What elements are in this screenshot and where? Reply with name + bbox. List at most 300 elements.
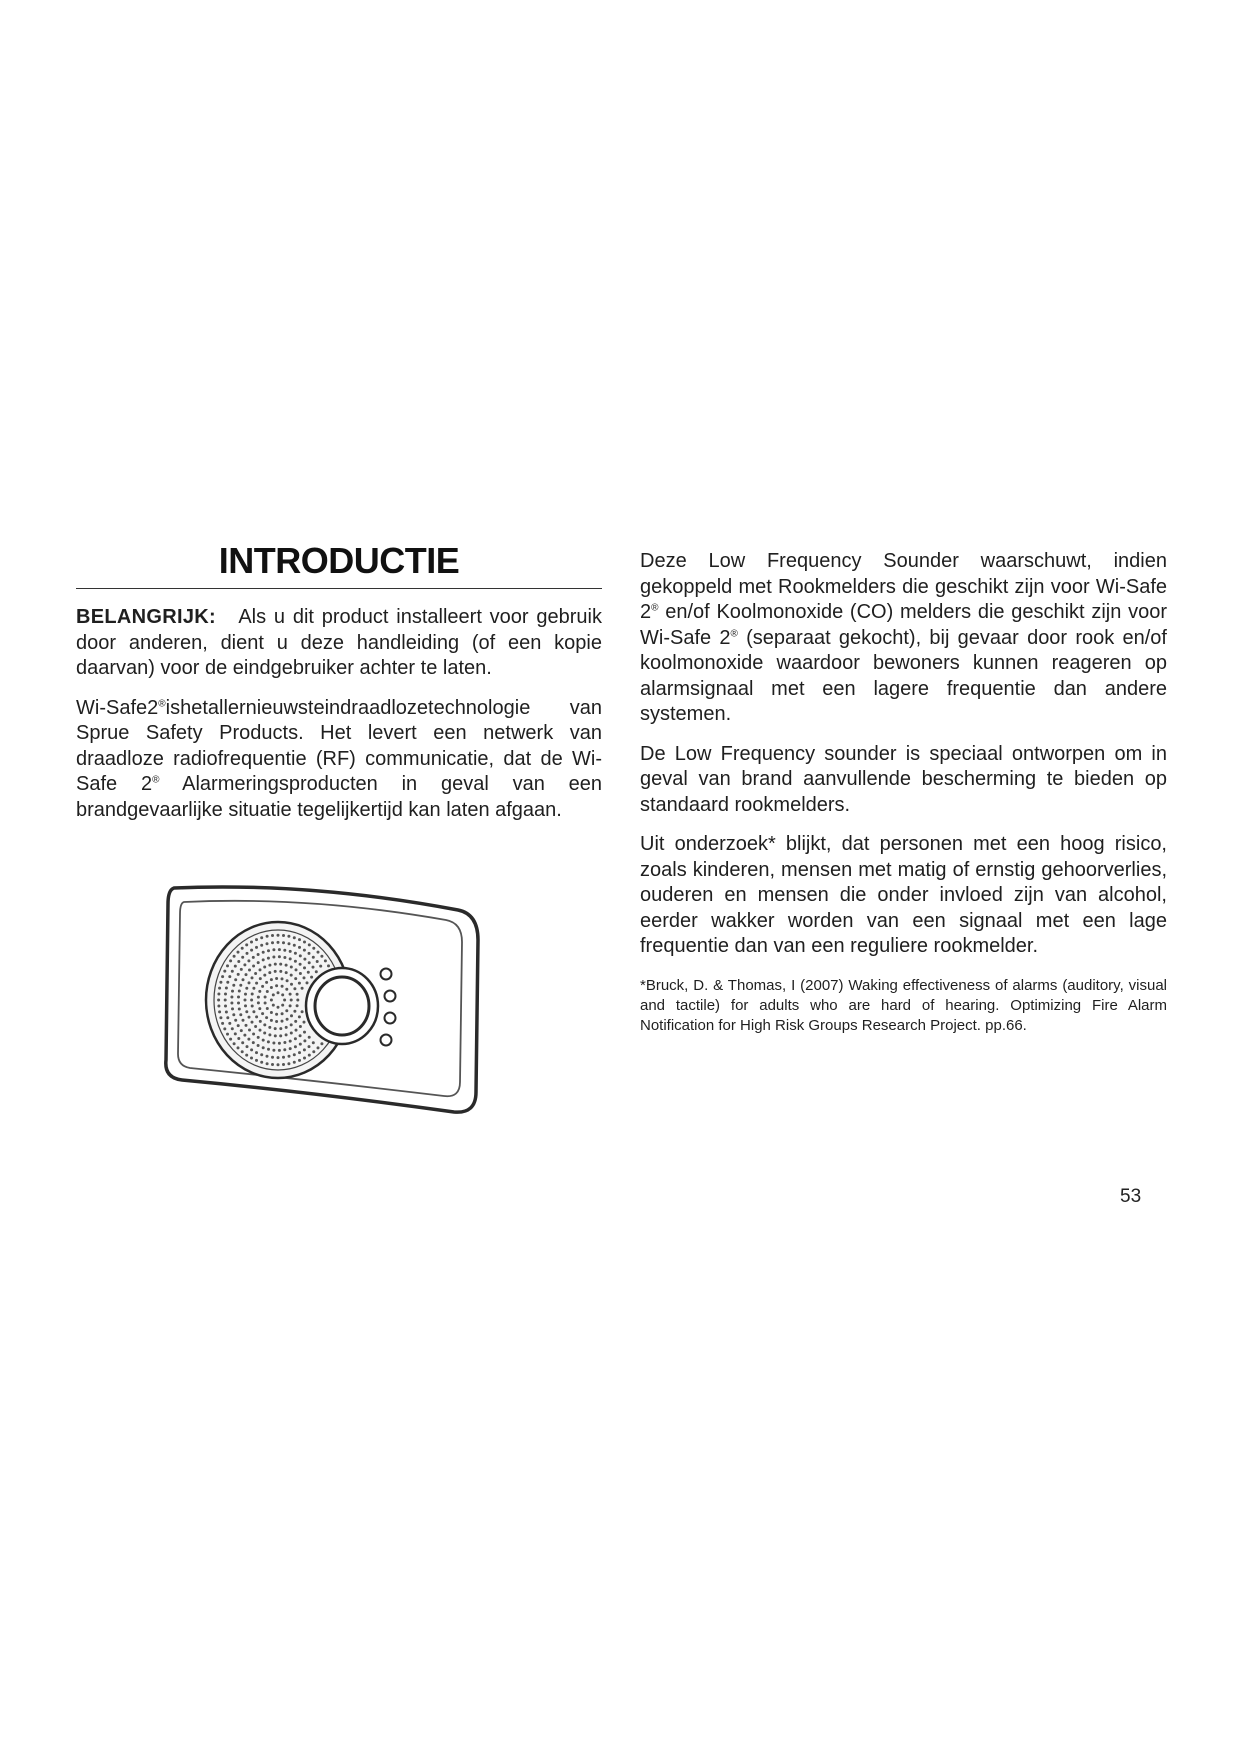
important-label: BELANGRIJK: bbox=[76, 606, 216, 628]
grille-hole bbox=[260, 944, 263, 947]
grille-hole bbox=[308, 943, 311, 946]
grille-hole bbox=[263, 1032, 266, 1035]
grille-hole bbox=[288, 942, 291, 945]
grille-hole bbox=[272, 1004, 275, 1007]
grille-hole bbox=[283, 956, 286, 959]
grille-hole bbox=[310, 976, 313, 979]
grille-hole bbox=[286, 979, 289, 982]
indicator-light bbox=[385, 1013, 396, 1024]
grille-hole bbox=[286, 1018, 289, 1021]
grille-hole bbox=[224, 999, 227, 1002]
grille-hole bbox=[266, 935, 269, 938]
grille-hole bbox=[285, 1033, 288, 1036]
grille-hole bbox=[279, 1034, 282, 1037]
grille-hole bbox=[294, 1037, 297, 1040]
grille-hole bbox=[243, 963, 246, 966]
grille-hole bbox=[229, 1038, 232, 1041]
grille-hole bbox=[241, 956, 244, 959]
grille-hole bbox=[267, 1048, 270, 1051]
grille-hole bbox=[312, 966, 315, 969]
grille-hole bbox=[231, 1007, 234, 1010]
grille-hole bbox=[237, 1037, 240, 1040]
right-column bbox=[640, 549, 1167, 1036]
grille-hole bbox=[250, 949, 253, 952]
grille-hole bbox=[282, 941, 285, 944]
grille-hole bbox=[289, 993, 292, 996]
grille-hole bbox=[281, 1004, 284, 1007]
grille-hole bbox=[279, 1027, 282, 1030]
grille-hole bbox=[320, 1042, 323, 1045]
grille-hole bbox=[264, 996, 267, 999]
grille-hole bbox=[303, 1039, 306, 1042]
grille-hole bbox=[259, 1029, 262, 1032]
grille-hole bbox=[224, 993, 227, 996]
grille-hole bbox=[272, 1049, 275, 1052]
grille-hole bbox=[262, 958, 265, 961]
grille-hole bbox=[266, 1007, 269, 1010]
grille-hole bbox=[252, 956, 255, 959]
grille-hole bbox=[237, 951, 240, 954]
grille-hole bbox=[303, 966, 306, 969]
grille-hole bbox=[296, 999, 299, 1002]
grille-hole bbox=[312, 947, 315, 950]
grille-hole bbox=[271, 1056, 274, 1059]
grille-hole bbox=[268, 1026, 271, 1029]
grille-hole bbox=[246, 952, 249, 955]
grille-hole bbox=[303, 1057, 306, 1060]
grille-hole bbox=[237, 1024, 240, 1027]
grille-hole bbox=[231, 1027, 234, 1030]
grille-hole bbox=[252, 987, 255, 990]
grille-hole bbox=[258, 990, 261, 993]
design-paragraph: De Low Frequency sounder is speciaal ontworpen om in geval van brand aanvullende bescherming te bieden op standaard rookmelders. bbox=[640, 742, 1167, 816]
grille-hole bbox=[262, 1039, 265, 1042]
registered-mark: ® bbox=[651, 602, 659, 614]
grille-hole bbox=[248, 981, 251, 984]
grille-hole bbox=[245, 943, 248, 946]
grille-hole bbox=[239, 984, 242, 987]
grille-hole bbox=[271, 1063, 274, 1066]
grille-hole bbox=[251, 993, 254, 996]
grille-hole bbox=[234, 1019, 237, 1022]
grille-hole bbox=[289, 950, 292, 953]
grille-hole bbox=[290, 1032, 293, 1035]
grille-hole bbox=[279, 970, 282, 973]
grille-hole bbox=[315, 970, 318, 973]
grille-hole bbox=[317, 1046, 320, 1049]
grille-hole bbox=[230, 1002, 233, 1005]
grille-hole bbox=[287, 935, 290, 938]
grille-hole bbox=[234, 1032, 237, 1035]
grille-hole bbox=[231, 990, 234, 993]
grille-hole bbox=[252, 965, 255, 968]
grille-hole bbox=[308, 1045, 311, 1048]
grille-hole bbox=[289, 1047, 292, 1050]
grille-hole bbox=[263, 1023, 266, 1026]
grille-hole bbox=[257, 1036, 260, 1039]
grille-hole bbox=[294, 977, 297, 980]
grille-hole bbox=[251, 1021, 254, 1024]
grille-hole bbox=[290, 1014, 293, 1017]
grille-hole bbox=[303, 1021, 306, 1024]
grille-hole bbox=[308, 952, 311, 955]
grille-hole bbox=[237, 973, 240, 976]
grille-hole bbox=[285, 988, 288, 991]
grille-hole bbox=[283, 1041, 286, 1044]
grille-hole bbox=[250, 1048, 253, 1051]
grille-hole bbox=[228, 975, 231, 978]
grille-hole bbox=[303, 941, 306, 944]
grille-hole bbox=[255, 982, 258, 985]
grille-hole bbox=[293, 1010, 296, 1013]
grille-hole bbox=[240, 968, 243, 971]
research-paragraph: Uit onderzoek* blijkt, dat personen met een hoog risico, zoals kinderen, mensen met matig of ernstig gehoorverlies, ouderen en mensen die onder invloed zijn van alcohol, eerder wakker worden van een signaal met een lage frequentie dan van een reguliere rookmelder. bbox=[640, 833, 1167, 957]
grille-hole bbox=[270, 1011, 273, 1014]
grille-hole bbox=[246, 1045, 249, 1048]
grille-hole bbox=[229, 959, 232, 962]
grille-hole bbox=[265, 1016, 268, 1019]
grille-hole bbox=[237, 1002, 240, 1005]
grille-hole bbox=[257, 1044, 260, 1047]
intro-text-c: Alarmeringsproducten in geval van een brandgevaarlijke situatie tegelijkertijd kan laten afgaan. bbox=[76, 773, 603, 821]
grille-hole bbox=[285, 971, 288, 974]
grille-hole bbox=[312, 1050, 315, 1053]
grille-hole bbox=[270, 986, 273, 989]
grille-hole bbox=[226, 1016, 229, 1019]
grille-hole bbox=[233, 1042, 236, 1045]
grille-hole bbox=[290, 999, 293, 1002]
grille-hole bbox=[277, 991, 280, 994]
grille-hole bbox=[294, 960, 297, 963]
grille-hole bbox=[298, 982, 301, 985]
grille-hole bbox=[255, 1059, 258, 1062]
grille-hole bbox=[255, 1015, 258, 1018]
grille-hole bbox=[248, 1029, 251, 1032]
grille-hole bbox=[281, 993, 284, 996]
grille-hole bbox=[217, 1005, 220, 1008]
sounder-text-b: en/of Koolmonoxide (CO) melders die geschikt zijn voor Wi-Safe 2 bbox=[640, 601, 1167, 649]
grille-hole bbox=[232, 984, 235, 987]
grille-hole bbox=[281, 1020, 284, 1023]
grille-hole bbox=[225, 1011, 228, 1014]
grille-hole bbox=[281, 1012, 284, 1015]
grille-hole bbox=[278, 955, 281, 958]
grille-hole bbox=[308, 1054, 311, 1057]
grille-hole bbox=[217, 993, 220, 996]
grille-hole bbox=[293, 1053, 296, 1056]
grille-hole bbox=[303, 949, 306, 952]
grille-hole bbox=[226, 964, 229, 967]
grille-hole bbox=[279, 963, 282, 966]
grille-hole bbox=[268, 964, 271, 967]
test-button[interactable] bbox=[306, 968, 378, 1044]
grille-hole bbox=[252, 1033, 255, 1036]
grille-hole bbox=[298, 1051, 301, 1054]
grille-hole bbox=[289, 957, 292, 960]
grille-hole bbox=[290, 983, 293, 986]
grille-hole bbox=[289, 1040, 292, 1043]
grille-hole bbox=[275, 977, 278, 980]
grille-hole bbox=[260, 1061, 263, 1064]
grille-hole bbox=[223, 1027, 226, 1030]
left-column bbox=[76, 540, 602, 823]
grille-hole bbox=[301, 1010, 304, 1013]
grille-hole bbox=[266, 942, 269, 945]
grille-hole bbox=[266, 990, 269, 993]
grille-hole bbox=[225, 987, 228, 990]
grille-hole bbox=[277, 941, 280, 944]
grille-hole bbox=[282, 1063, 285, 1066]
grille-hole bbox=[303, 1031, 306, 1034]
grille-hole bbox=[250, 1057, 253, 1060]
grille-hole bbox=[257, 953, 260, 956]
grille-hole bbox=[260, 1053, 263, 1056]
grille-hole bbox=[290, 974, 293, 977]
grille-hole bbox=[312, 1041, 315, 1044]
grille-hole bbox=[281, 977, 284, 980]
grille-hole bbox=[254, 1025, 257, 1028]
grille-hole bbox=[254, 972, 257, 975]
intro-text-a: Wi-Safe2 bbox=[76, 696, 159, 719]
grille-hole bbox=[247, 1038, 250, 1041]
intro-paragraph bbox=[76, 696, 602, 824]
grille-hole bbox=[308, 1036, 311, 1039]
grille-hole bbox=[294, 952, 297, 955]
grille-hole bbox=[265, 981, 268, 984]
grille-hole bbox=[298, 1015, 301, 1018]
grille-hole bbox=[294, 1020, 297, 1023]
grille-hole bbox=[260, 936, 263, 939]
grille-hole bbox=[303, 1048, 306, 1051]
grille-hole bbox=[282, 1056, 285, 1059]
grille-hole bbox=[242, 978, 245, 981]
grille-hole bbox=[237, 996, 240, 999]
grille-hole bbox=[295, 968, 298, 971]
grille-hole bbox=[237, 960, 240, 963]
grille-hole bbox=[274, 1027, 277, 1030]
grille-hole bbox=[283, 999, 286, 1002]
grille-hole bbox=[238, 1008, 241, 1011]
grille-hole bbox=[231, 970, 234, 973]
grille-hole bbox=[268, 971, 271, 974]
grille-hole bbox=[245, 1010, 248, 1013]
grille-hole bbox=[221, 1022, 224, 1025]
grille-hole bbox=[264, 1002, 267, 1005]
grille-hole bbox=[218, 987, 221, 990]
grille-hole bbox=[255, 946, 258, 949]
grille-hole bbox=[267, 957, 270, 960]
grille-hole bbox=[298, 1059, 301, 1062]
grille-hole bbox=[271, 934, 274, 937]
grille-hole bbox=[278, 1049, 281, 1052]
grille-hole bbox=[278, 948, 281, 951]
intro-text-b: ishetallernieuwsteindraadlozetechnologie van Sprue Safety Products. Het levert een netwerk van draadloze radiofrequentie (RF) communicatie, dat de Wi-Safe 2 bbox=[76, 696, 602, 795]
grille-hole bbox=[268, 1033, 271, 1036]
grille-hole bbox=[320, 955, 323, 958]
grille-hole bbox=[218, 1010, 221, 1013]
grille-hole bbox=[270, 999, 273, 1002]
grille-hole bbox=[244, 1004, 247, 1007]
page-number: 53 bbox=[1120, 1186, 1142, 1207]
grille-hole bbox=[243, 1034, 246, 1037]
grille-hole bbox=[219, 1016, 222, 1019]
grille-hole bbox=[274, 1034, 277, 1037]
grille-hole bbox=[221, 975, 224, 978]
grille-hole bbox=[266, 1055, 269, 1058]
important-notice bbox=[76, 605, 602, 682]
grille-hole bbox=[312, 956, 315, 959]
grille-hole bbox=[232, 1013, 235, 1016]
grille-hole bbox=[275, 1013, 278, 1016]
grille-hole bbox=[274, 970, 277, 973]
grille-hole bbox=[299, 963, 302, 966]
grille-hole bbox=[242, 1019, 245, 1022]
grille-hole bbox=[228, 1022, 231, 1025]
grille-hole bbox=[277, 934, 280, 937]
grille-hole bbox=[274, 963, 277, 966]
grille-hole bbox=[252, 1041, 255, 1044]
page-title: INTRODUCTIE bbox=[76, 540, 602, 589]
grille-hole bbox=[290, 966, 293, 969]
grille-hole bbox=[259, 968, 262, 971]
grille-hole bbox=[239, 1013, 242, 1016]
grille-hole bbox=[250, 999, 253, 1002]
grille-hole bbox=[275, 1020, 278, 1023]
grille-hole bbox=[245, 1054, 248, 1057]
grille-hole bbox=[285, 964, 288, 967]
grille-hole bbox=[316, 960, 319, 963]
grille-hole bbox=[248, 969, 251, 972]
grille-hole bbox=[266, 1062, 269, 1065]
grille-hole bbox=[294, 1045, 297, 1048]
grille-hole bbox=[255, 938, 258, 941]
grille-hole bbox=[283, 949, 286, 952]
indicator-light bbox=[381, 1035, 392, 1046]
grille-hole bbox=[241, 1041, 244, 1044]
indicator-light bbox=[381, 969, 392, 980]
grille-hole bbox=[278, 1042, 281, 1045]
grille-hole bbox=[277, 1056, 280, 1059]
grille-hole bbox=[327, 964, 330, 967]
grille-hole bbox=[272, 993, 275, 996]
grille-hole bbox=[258, 1007, 261, 1010]
grille-hole bbox=[226, 1033, 229, 1036]
grille-hole bbox=[267, 949, 270, 952]
grille-hole bbox=[237, 1046, 240, 1049]
grille-hole bbox=[293, 936, 296, 939]
registered-mark: ® bbox=[730, 627, 738, 639]
grille-hole bbox=[263, 966, 266, 969]
sounder-device-illustration bbox=[160, 880, 510, 1120]
grille-hole bbox=[285, 1009, 288, 1012]
grille-hole bbox=[262, 951, 265, 954]
grille-hole bbox=[317, 951, 320, 954]
grille-hole bbox=[219, 981, 222, 984]
grille-hole bbox=[287, 1062, 290, 1065]
grille-hole bbox=[263, 974, 266, 977]
grille-hole bbox=[244, 993, 247, 996]
grille-hole bbox=[285, 1026, 288, 1029]
grille-hole bbox=[245, 987, 248, 990]
grille-hole bbox=[283, 1048, 286, 1051]
grille-hole bbox=[226, 981, 229, 984]
grille-hole bbox=[307, 971, 310, 974]
grille-hole bbox=[261, 985, 264, 988]
grille-hole bbox=[272, 948, 275, 951]
grille-hole bbox=[299, 954, 302, 957]
grille-hole bbox=[272, 1042, 275, 1045]
grille-hole bbox=[255, 1051, 258, 1054]
grille-hole bbox=[275, 984, 278, 987]
grille-hole bbox=[259, 977, 262, 980]
grille-hole bbox=[289, 1004, 292, 1007]
grille-hole bbox=[261, 1012, 264, 1015]
grille-hole bbox=[299, 1034, 302, 1037]
grille-hole bbox=[257, 961, 260, 964]
grille-hole bbox=[293, 1061, 296, 1064]
registered-mark: ® bbox=[152, 774, 160, 786]
grille-hole bbox=[267, 1040, 270, 1043]
sounder-text-a: Deze Low Frequency Sounder waarschuwt, indien gekoppeld met Rookmelders die geschikt zijn voor Wi-Safe 2 bbox=[640, 550, 1167, 623]
grille-hole bbox=[234, 978, 237, 981]
grille-hole bbox=[288, 1055, 291, 1058]
grille-hole bbox=[296, 993, 299, 996]
grille-hole bbox=[303, 958, 306, 961]
grille-hole bbox=[281, 985, 284, 988]
grille-hole bbox=[230, 996, 233, 999]
grille-hole bbox=[290, 1023, 293, 1026]
grille-hole bbox=[293, 987, 296, 990]
grille-hole bbox=[277, 1063, 280, 1066]
grille-hole bbox=[247, 959, 250, 962]
grille-hole bbox=[301, 987, 304, 990]
grille-hole bbox=[298, 946, 301, 949]
grille-hole bbox=[257, 1001, 260, 1004]
registered-mark: ® bbox=[158, 697, 166, 709]
grille-hole bbox=[259, 1020, 262, 1023]
sounder-description bbox=[640, 549, 1167, 728]
grille-hole bbox=[217, 999, 220, 1002]
grille-hole bbox=[240, 1029, 243, 1032]
important-text: Als u dit product installeert voor gebruik door anderen, dient u deze handleiding (of een kopie daarvan) voor de eindgebruiker achter te laten. bbox=[76, 606, 602, 679]
grille-hole bbox=[241, 1050, 244, 1053]
grille-hole bbox=[251, 976, 254, 979]
grille-hole bbox=[277, 1006, 280, 1009]
footnote: *Bruck, D. & Thomas, I (2007) Waking effectiveness of alarms (auditory, visual and tactile) for adults who are hard of hearing. Optimizing Fire Alarm Notification for High Risk Groups Research Project. pp.66. bbox=[640, 976, 1167, 1034]
grille-hole bbox=[282, 934, 285, 937]
grille-hole bbox=[251, 1005, 254, 1008]
grille-hole bbox=[319, 965, 322, 968]
grille-hole bbox=[271, 941, 274, 944]
grille-hole bbox=[296, 1004, 299, 1007]
grille-hole bbox=[299, 972, 302, 975]
grille-hole bbox=[257, 996, 260, 999]
grille-hole bbox=[262, 1046, 265, 1049]
indicator-light bbox=[385, 991, 396, 1002]
grille-hole bbox=[245, 1024, 248, 1027]
grille-hole bbox=[306, 981, 309, 984]
grille-hole bbox=[244, 999, 247, 1002]
grille-hole bbox=[270, 978, 273, 981]
grille-hole bbox=[270, 1019, 273, 1022]
grille-hole bbox=[250, 941, 253, 944]
grille-hole bbox=[241, 947, 244, 950]
grille-hole bbox=[238, 990, 241, 993]
grille-hole bbox=[298, 938, 301, 941]
grille-hole bbox=[324, 959, 327, 962]
grille-hole bbox=[224, 1005, 227, 1008]
grille-hole bbox=[234, 965, 237, 968]
